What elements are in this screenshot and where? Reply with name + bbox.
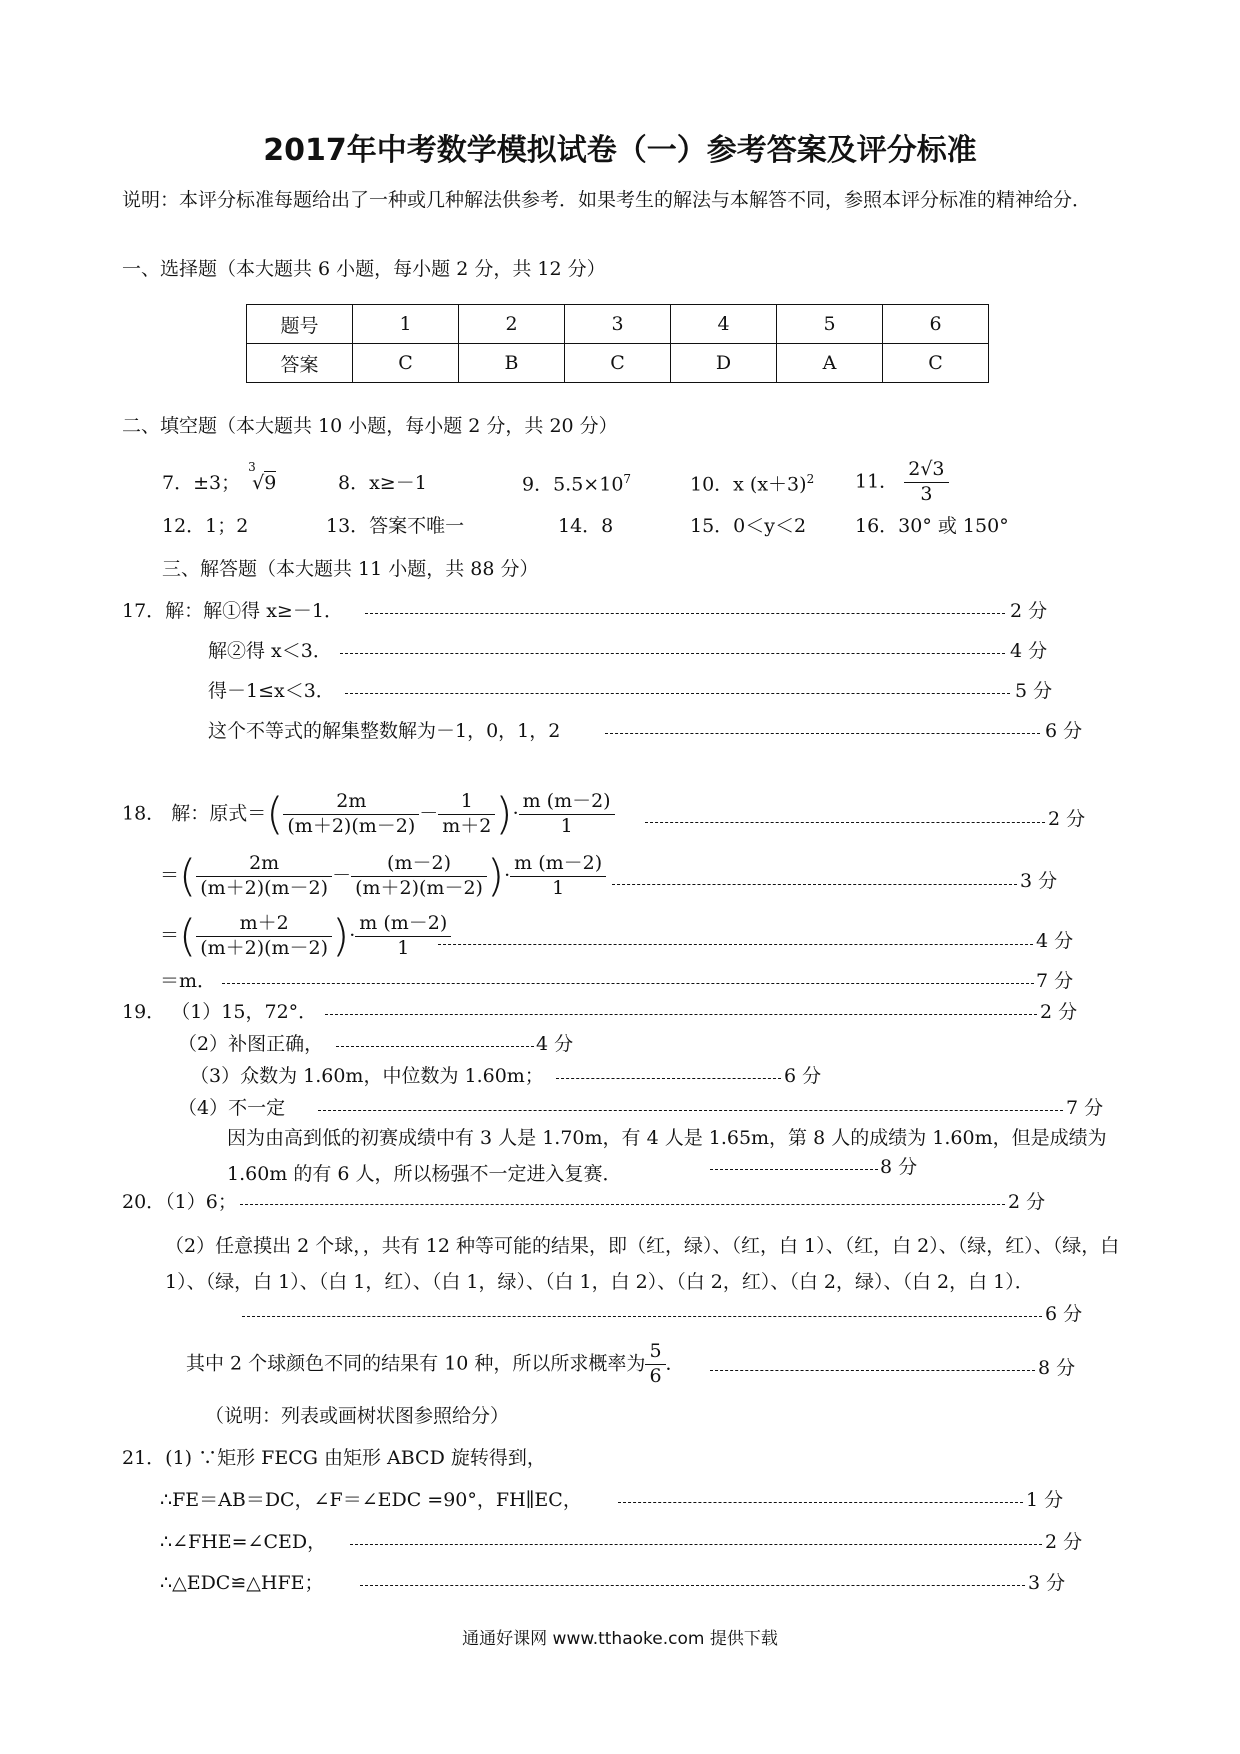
page-title: 2017年中考数学模拟试卷（一）参考答案及评分标准: [263, 133, 977, 168]
probability-fraction: [645, 1340, 665, 1389]
score-label: 3 分: [1020, 870, 1058, 892]
score-label: 1 分: [1026, 1489, 1064, 1511]
numerator: m (m－2): [355, 912, 451, 937]
dashed-leader: [318, 1110, 1063, 1111]
table-row: [247, 344, 989, 383]
score-label: 2 分: [1008, 1191, 1046, 1213]
table-cell: C: [565, 344, 671, 383]
q20-paragraph: （2）任意摸出 2 个球，，共有 12 种等可能的结果，即（红，绿）、（红，白 1）、（红，白 2）、（绿，红）、（绿，白 1）、（绿，白 1）、（白 1，红）、（白 1，绿）、（白 1，白 2）、（白 2，红）、（白 2，绿）、（白 2，白 1）．: [165, 1235, 1120, 1293]
table-cell: 6: [883, 305, 989, 344]
dashed-leader: [222, 983, 1034, 984]
denominator: 1: [552, 876, 565, 899]
fraction: [519, 790, 615, 839]
denominator: (m＋2)(m－2): [200, 936, 329, 959]
q19-line-2: （2）补图正确，: [178, 1033, 324, 1055]
q21-line-4: ∴△EDC≌△HFE；: [160, 1572, 324, 1594]
section-2-heading: 二、填空题（本大题共 10 小题，每小题 2 分，共 20 分）: [122, 415, 618, 437]
denominator: (m＋2)(m－2): [200, 876, 329, 899]
q18-prefix: 18． 解：原式＝: [122, 802, 267, 825]
q10-text: 10．x (x＋3): [690, 473, 807, 496]
left-paren: (: [266, 788, 284, 840]
equals-sign: ＝: [160, 924, 180, 947]
score-label: 7 分: [1036, 970, 1074, 992]
denominator: (m＋2)(m－2): [287, 814, 416, 837]
table-header-cell: 题号: [247, 305, 353, 344]
q20-line-3-end: ．: [665, 1352, 685, 1375]
table-cell: A: [777, 344, 883, 383]
score-label: 2 分: [1040, 1001, 1078, 1023]
dashed-leader: [336, 1046, 534, 1047]
score-label: 2 分: [1010, 600, 1048, 622]
answer-q10: [690, 472, 814, 496]
equals-sign: ＝: [160, 864, 180, 887]
grading-note: 说明：本评分标准每题给出了一种或几种解法供参考．如果考生的解法与本解答不同，参照本评分标准的精神给分．: [122, 189, 1092, 211]
denominator: m＋2: [442, 814, 492, 837]
q21-line-2: ∴FE＝AB＝DC，∠F＝∠EDC =90°，FH∥EC，: [160, 1489, 582, 1511]
left-paren: (: [179, 910, 197, 962]
answer-table: [246, 304, 989, 383]
dashed-leader: [325, 1014, 1037, 1015]
numerator: m (m－2): [519, 790, 615, 815]
table-cell: C: [883, 344, 989, 383]
q7-cube-root: 3 √9: [248, 460, 277, 494]
q17-line-1: 17．解：解①得 x≥－1．: [122, 600, 343, 622]
fraction: [196, 852, 332, 901]
q19-line-4: （4）不一定: [178, 1097, 286, 1119]
fraction: [510, 852, 606, 901]
numerator: m (m－2): [510, 852, 606, 877]
denominator: 6: [649, 1364, 662, 1387]
answer-q9: [522, 472, 631, 496]
minus-sign: －: [419, 802, 439, 825]
dashed-leader: [710, 1169, 878, 1170]
dot-sign: ·: [512, 802, 519, 825]
score-label: 3 分: [1028, 1572, 1066, 1594]
denominator: 1: [397, 936, 410, 959]
table-cell: 2: [459, 305, 565, 344]
numerator: 2m: [283, 790, 419, 815]
answer-q13: 13．答案不唯一: [326, 515, 465, 537]
q11-label: 11．: [855, 470, 899, 493]
dashed-leader: [240, 1204, 1005, 1205]
q18-line-1: [122, 790, 615, 839]
q17-line-3: 得－1≤x＜3．: [208, 680, 335, 702]
q7-root-index: 3: [248, 460, 256, 474]
right-paren: ): [495, 788, 513, 840]
fraction: [283, 790, 419, 839]
answer-q15: 15．0＜y＜2: [690, 515, 807, 537]
dashed-leader: [645, 822, 1045, 823]
fraction: [351, 852, 487, 901]
dashed-leader: [556, 1078, 781, 1079]
table-header-cell: 答案: [247, 344, 353, 383]
section-1-heading: 一、选择题（本大题共 6 小题，每小题 2 分，共 12 分）: [122, 258, 606, 280]
minus-sign: －: [332, 864, 352, 887]
dashed-leader: [605, 733, 1040, 734]
table-row: [247, 305, 989, 344]
q18-line-4: ＝m．: [160, 970, 217, 992]
dashed-leader: [345, 693, 1010, 694]
answer-q12: 12．1；2: [162, 515, 249, 537]
dashed-leader: [612, 884, 1017, 885]
denominator: (m＋2)(m－2): [355, 876, 483, 899]
q19-line-1: 19． （1）15，72°．: [122, 1001, 318, 1023]
score-label: 8 分: [880, 1156, 918, 1178]
section-3-heading: 三、解答题（本大题共 11 小题，共 88 分）: [162, 558, 539, 580]
fraction: [196, 912, 332, 961]
score-label: 4 分: [1010, 640, 1048, 662]
score-label: 8 分: [1038, 1357, 1076, 1379]
dashed-leader: [618, 1502, 1023, 1503]
q9-exponent: 7: [623, 472, 632, 486]
footer-credit: 通通好课网 www.tthaoke.com 提供下载: [462, 1629, 778, 1649]
table-cell: C: [353, 344, 459, 383]
left-paren: (: [179, 850, 197, 902]
q21-line-3: ∴∠FHE=∠CED，: [160, 1531, 327, 1553]
score-label: 2 分: [1048, 808, 1086, 830]
q11-numerator: 2√3: [904, 458, 948, 483]
numerator: 5: [645, 1340, 665, 1365]
score-label: 4 分: [1036, 930, 1074, 952]
numerator: m＋2: [196, 912, 332, 937]
q7-radicand: 9: [264, 472, 277, 494]
score-label: 5 分: [1015, 680, 1053, 702]
score-label: 6 分: [784, 1065, 822, 1087]
q9-text: 9．5.5×10: [522, 473, 624, 496]
q10-exponent: 2: [806, 472, 815, 486]
q20-line-1: 20．（1）6；: [122, 1191, 237, 1213]
dot-sign: ·: [349, 924, 356, 947]
table-cell: 3: [565, 305, 671, 344]
q19-line-3: （3）众数为 1.60m，中位数为 1.60m；: [190, 1065, 544, 1087]
q7-label: 7．±3；: [162, 472, 241, 494]
score-label: 6 分: [1045, 1303, 1083, 1325]
dashed-leader: [438, 944, 1033, 945]
dashed-leader: [340, 653, 1005, 654]
answer-q7: [162, 460, 277, 495]
table-cell: B: [459, 344, 565, 383]
score-label: 6 分: [1045, 720, 1083, 742]
right-paren: ): [332, 910, 350, 962]
numerator: (m－2): [351, 852, 487, 877]
dashed-leader: [710, 1370, 1035, 1371]
dashed-leader: [242, 1316, 1042, 1317]
q18-line-2: [160, 852, 606, 901]
answer-q8: 8．x≥－1: [338, 472, 427, 494]
numerator: 1: [438, 790, 495, 815]
q20-line-3-text: 其中 2 个球颜色不同的结果有 10 种，所以所求概率为: [186, 1352, 646, 1375]
dashed-leader: [360, 1585, 1025, 1586]
table-cell: 5: [777, 305, 883, 344]
q17-line-2: 解②得 x＜3．: [208, 640, 332, 662]
fraction: [355, 912, 451, 961]
q20-line-3: [186, 1340, 685, 1389]
dashed-leader: [365, 613, 1005, 614]
q21-line-1: 21．(1) ∵矩形 FECG 由矩形 ABCD 旋转得到，: [122, 1447, 546, 1469]
table-cell: 4: [671, 305, 777, 344]
score-label: 4 分: [536, 1033, 574, 1055]
fraction: [438, 790, 495, 839]
table-cell: D: [671, 344, 777, 383]
q19-paragraph: 因为由高到低的初赛成绩中有 3 人是 1.70m，有 4 人是 1.65m，第 8 人的成绩为 1.60m，但是成绩为 1.60m 的有 6 人，所以杨强不一定进入复赛．: [227, 1127, 1107, 1185]
score-label: 2 分: [1045, 1531, 1083, 1553]
answer-q16: 16．30° 或 150°: [855, 515, 1009, 537]
denominator: 1: [560, 814, 573, 837]
numerator: 2m: [196, 852, 332, 877]
dashed-leader: [350, 1544, 1042, 1545]
score-label: 7 分: [1066, 1097, 1104, 1119]
q11-fraction: [904, 458, 948, 507]
table-cell: 1: [353, 305, 459, 344]
q18-line-3: [160, 912, 451, 961]
q17-line-4: 这个不等式的解集整数解为－1，0，1，2: [208, 720, 561, 742]
q11-denominator: 3: [920, 482, 933, 505]
answer-q11: [855, 458, 949, 507]
q20-note: （说明：列表或画树状图参照给分）: [205, 1405, 510, 1427]
dot-sign: ·: [504, 864, 511, 887]
answer-q14: 14．8: [558, 515, 614, 537]
right-paren: ): [486, 850, 505, 902]
